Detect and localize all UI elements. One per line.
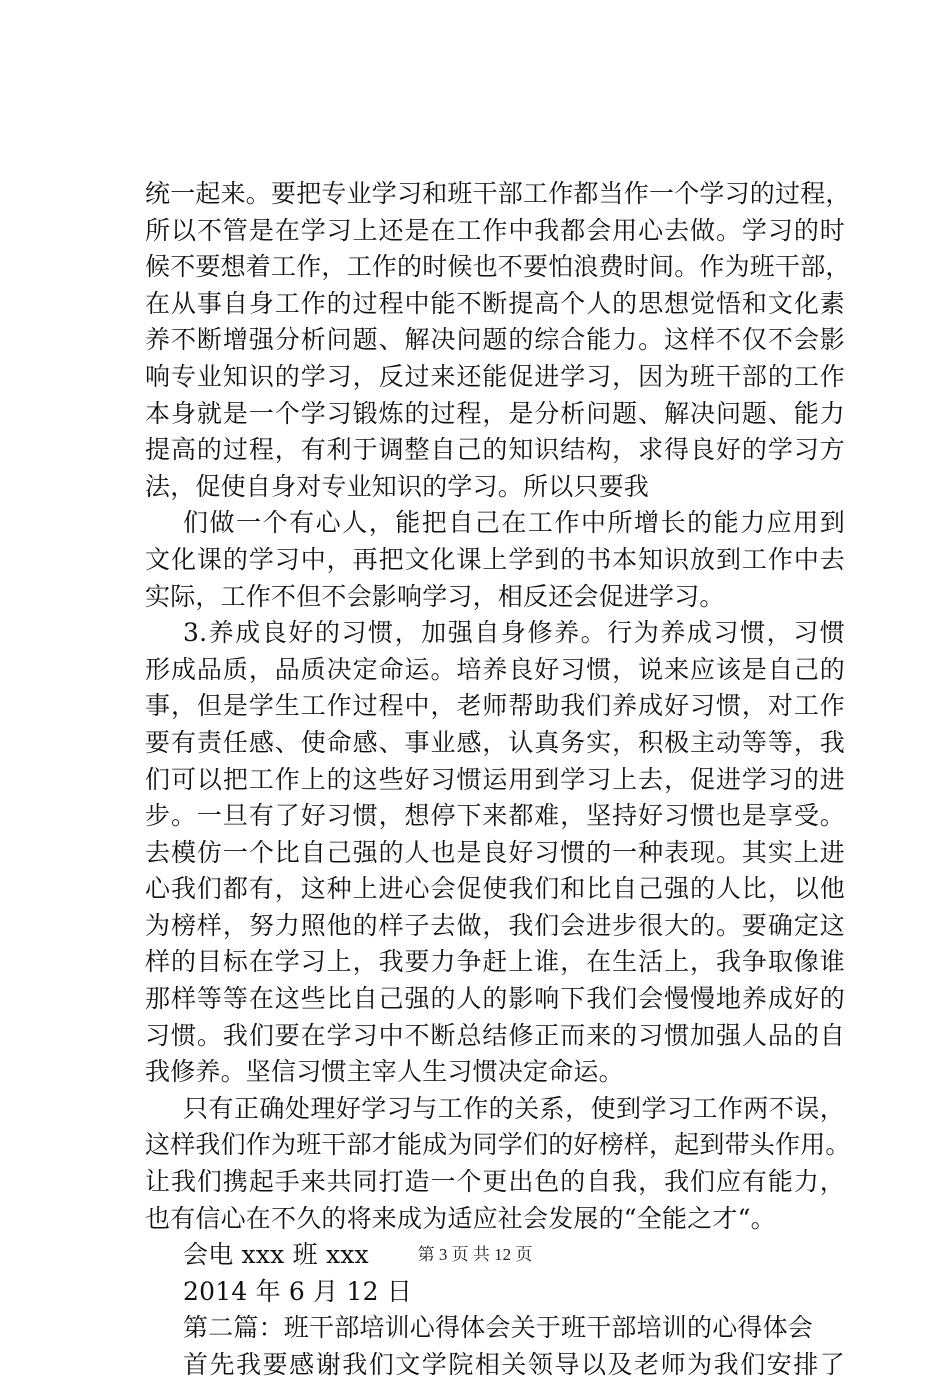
text-line: 这样我们作为班干部才能成为同学们的好榜样，起到带头作用。	[145, 1130, 851, 1160]
text-line: 2014 年 6 月 12 日	[183, 1276, 413, 1306]
text-line: 样的目标在学习上，我要力争赶上谁，在生活上，我争取像谁	[145, 947, 845, 977]
text-line: 只有正确处理好学习与工作的关系，使到学习工作两不误，	[183, 1093, 845, 1123]
text-line: 统一起来。要把专业学习和班干部工作都当作一个学习的过程，	[145, 179, 851, 208]
text-line: 步。一旦有了好习惯，想停下来都难，坚持好习惯也是享受。	[145, 801, 845, 831]
document-body	[145, 176, 851, 1384]
text-line: 响专业知识的学习，反过来还能促进学习，因为班干部的工作	[145, 361, 845, 391]
text-line: 会电 xxx 班 xxx	[183, 1240, 369, 1270]
text-line: 本身就是一个学习锻炼的过程，是分析问题、解决问题、能力	[145, 398, 845, 428]
text-line: 首先我要感谢我们文学院相关领导以及老师为我们安排了	[183, 1350, 845, 1379]
text-line: 事，但是学生工作过程中，老师帮助我们养成好习惯，对工作	[145, 691, 845, 721]
text-line: 习惯。我们要在学习中不断总结修正而来的习惯加强人品的自	[145, 1020, 845, 1050]
text-line: 法，促使自身对专业知识的学习。所以只要我	[145, 471, 650, 501]
text-line: 3.养成良好的习惯，加强自身修养。行为养成习惯，习惯	[183, 618, 845, 648]
text-line: 实际，工作不但不会影响学习，相反还会促进学习。	[145, 581, 725, 611]
text-line: 文化课的学习中，再把文化课上学到的书本知识放到工作中去	[145, 544, 845, 574]
text-line: 让我们携起手来共同打造一个更出色的自我，我们应有能力，	[145, 1167, 845, 1197]
text-line: 候不要想着工作，工作的时候也不要怕浪费时间。作为班干部，	[145, 252, 851, 282]
text-line: 我修养。坚信习惯主宰人生习惯决定命运。	[145, 1057, 624, 1087]
text-line: 们可以把工作上的这些好习惯运用到学习上去，促进学习的进	[145, 764, 845, 794]
text-line: 心我们都有，这种上进心会促使我们和比自己强的人比，以他	[145, 874, 845, 904]
text-line: 要有责任感、使命感、事业感，认真务实，积极主动等等，我	[145, 727, 845, 757]
text-line: 们做一个有心人，能把自己在工作中所增长的能力应用到	[183, 508, 845, 538]
text-line: 提高的过程，有利于调整自己的知识结构，求得良好的学习方	[145, 435, 845, 465]
text-line: 也有信心在不久的将来成为适应社会发展的“全能之才“。	[145, 1203, 776, 1233]
text-line: 在从事自身工作的过程中能不断提高个人的思想觉悟和文化素	[145, 288, 845, 318]
text-line: 所以不管是在学习上还是在工作中我都会用心去做。学习的时	[145, 215, 845, 245]
page-footer: 第 3 页 共 12 页	[417, 1245, 533, 1264]
text-line: 养不断增强分析问题、解决问题的综合能力。这样不仅不会影	[145, 325, 845, 355]
text-line: 那样等等在这些比自己强的人的影响下我们会慢慢地养成好的	[145, 984, 845, 1014]
text-line: 形成品质，品质决定命运。培养良好习惯，说来应该是自己的	[145, 654, 845, 684]
text-line: 去模仿一个比自己强的人也是良好习惯的一种表现。其实上进	[145, 837, 845, 867]
text-line: 为榜样，努力照他的样子去做，我们会进步很大的。要确定这	[145, 910, 845, 940]
text-line: 第二篇：班干部培训心得体会关于班干部培训的心得体会	[183, 1313, 814, 1343]
